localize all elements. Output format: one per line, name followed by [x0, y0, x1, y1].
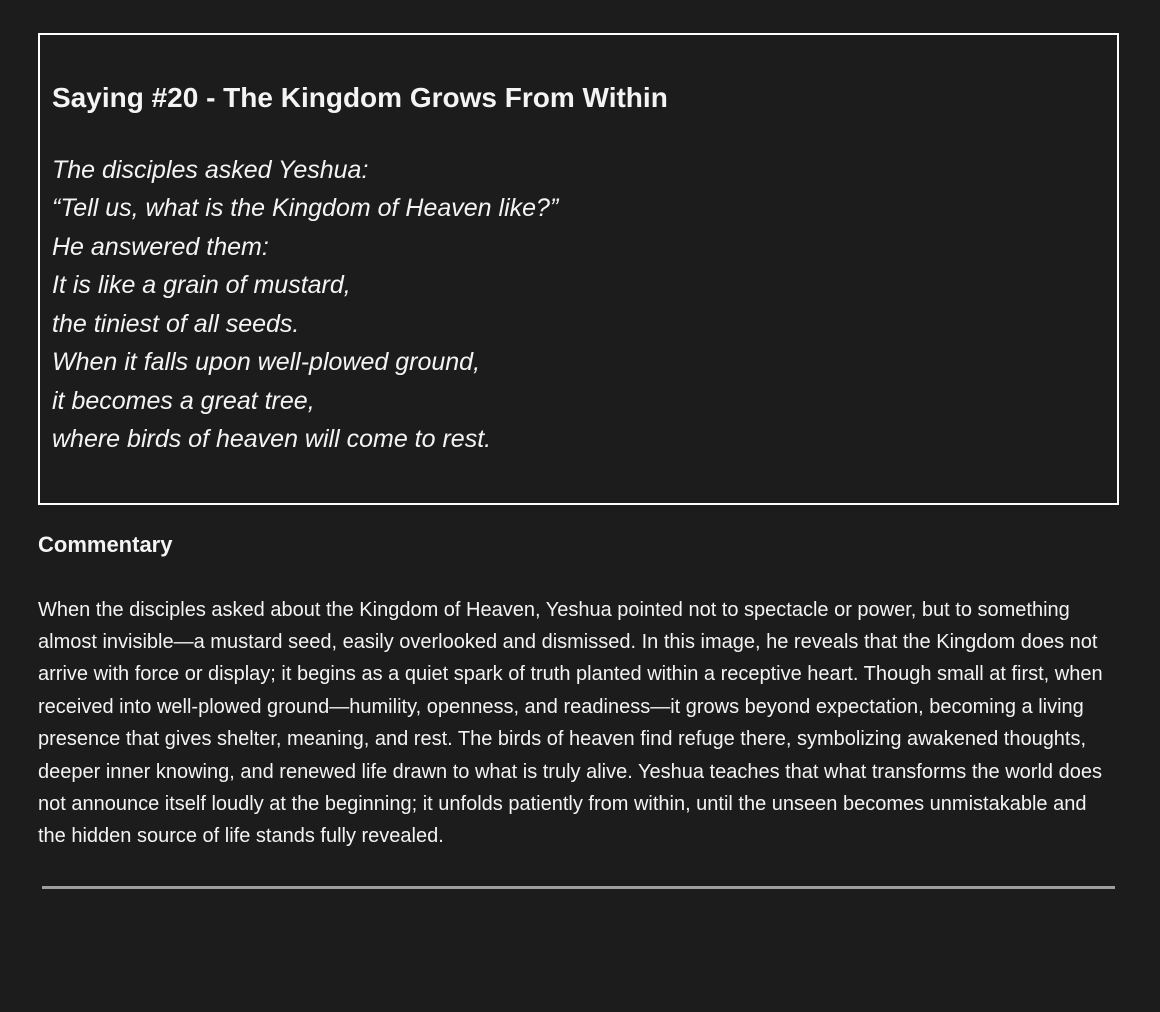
saying-title: Saying #20 - The Kingdom Grows From Within	[52, 82, 668, 113]
verse-block	[52, 151, 1105, 459]
divider	[42, 886, 1115, 889]
page-content	[38, 33, 1119, 889]
saying-card	[38, 33, 1119, 505]
verse-line: He answered them:	[52, 232, 269, 261]
verse-line: The disciples asked Yeshua:	[52, 155, 369, 184]
verse-line: When it falls upon well-plowed ground,	[52, 348, 481, 377]
verse-line: it becomes a great tree,	[52, 386, 315, 415]
verse-line: “Tell us, what is the Kingdom of Heaven like?”	[52, 194, 559, 223]
verse-line: It is like a grain of mustard,	[52, 271, 351, 300]
commentary-heading: Commentary	[38, 531, 173, 557]
verse-line: where birds of heaven will come to rest.	[52, 425, 492, 454]
commentary-paragraph: When the disciples asked about the Kingdom of Heaven, Yeshua pointed not to spectacle or power, but to something almost invisible—a mustard seed, easily overlooked and dismissed. In this image, he reveals that the Kingdom does not arrive with force or display; it begins as a quiet spark of truth planted within a receptive heart. Though small at first, when received into well-plowed ground—humility, openness, and readiness—it grows beyond expectation, becoming a living presence that gives shelter, meaning, and rest. The birds of heaven find refuge there, symbolizing awakened thoughts, deeper inner knowing, and renewed life drawn to what is truly alive. Yeshua teaches that what transforms the world does not announce itself loudly at the beginning; it unfolds patiently from within, until the unseen becomes unmistakable and the hidden source of life stands fully revealed.	[38, 598, 1103, 848]
verse-line: the tiniest of all seeds.	[52, 309, 300, 338]
